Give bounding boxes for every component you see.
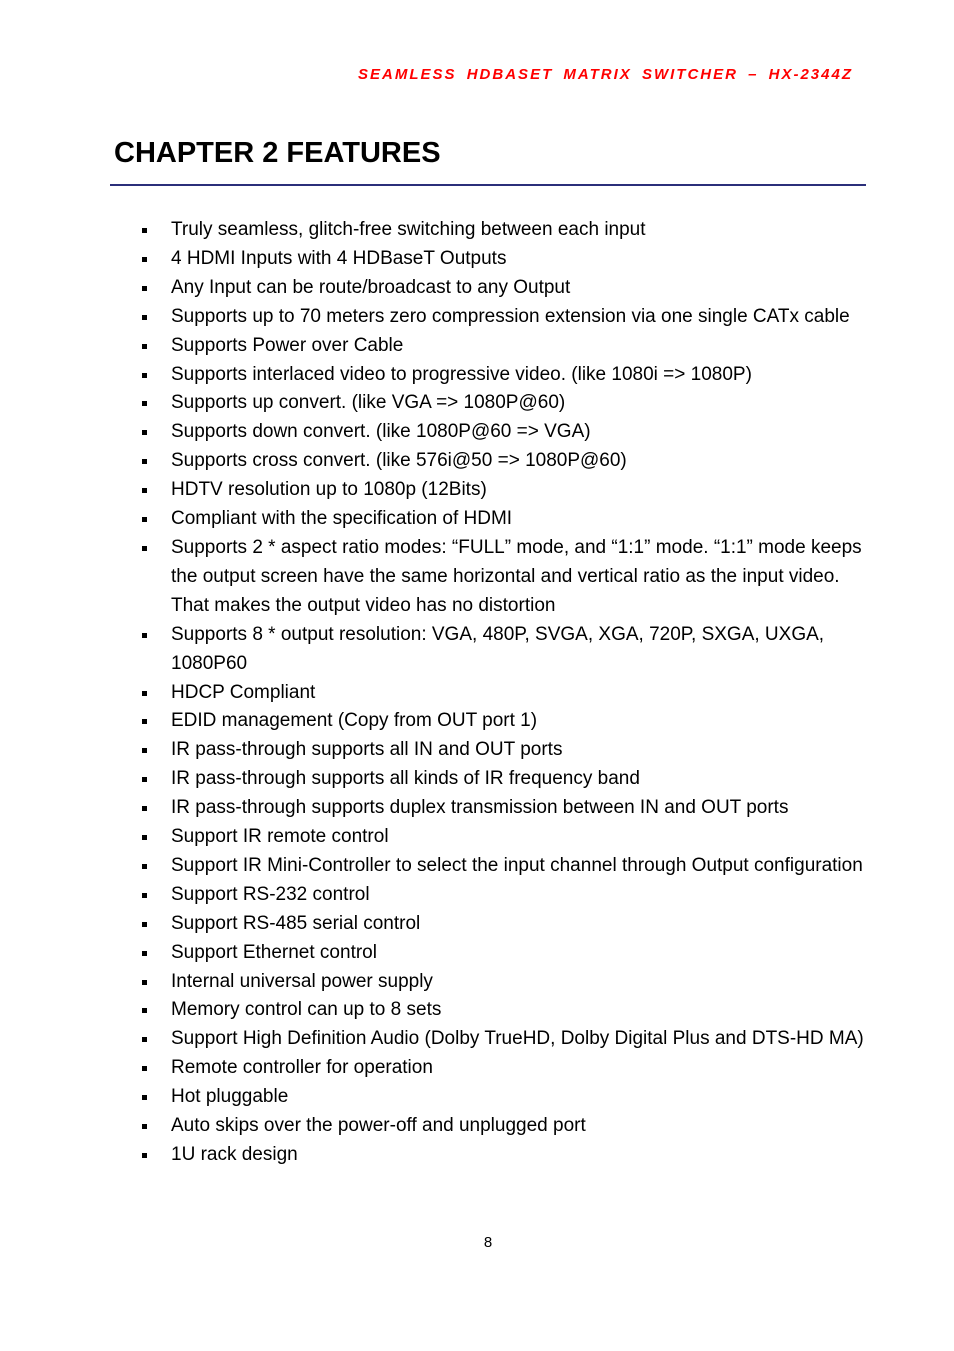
feature-item: [141, 621, 871, 679]
feature-list: [141, 216, 871, 1170]
feature-text: 1U rack design: [171, 1144, 298, 1165]
feature-text: Any Input can be route/broadcast to any Output: [171, 276, 571, 298]
bullet-icon: [142, 373, 147, 378]
bullet-icon: [142, 951, 147, 956]
feature-item: [141, 389, 871, 418]
bullet-icon: [142, 748, 147, 753]
feature-item: [141, 245, 871, 274]
feature-item: [141, 1083, 871, 1112]
bullet-icon: [142, 488, 147, 493]
bullet-icon: [142, 1095, 147, 1100]
bullet-icon: [142, 893, 147, 898]
feature-text: Support IR remote control: [171, 826, 389, 848]
feature-item: [141, 881, 871, 910]
feature-item: [141, 418, 871, 447]
feature-item: [141, 1141, 871, 1170]
feature-text: HDTV resolution up to 1080p (12Bits): [171, 479, 487, 501]
feature-item: [141, 1054, 871, 1083]
feature-text: 4 HDMI Inputs with 4 HDBaseT Outputs: [171, 247, 507, 269]
feature-text: HDCP Compliant: [171, 681, 316, 703]
title-divider: [110, 184, 866, 186]
feature-item: [141, 765, 871, 794]
feature-item: [141, 274, 871, 303]
feature-text: Support Ethernet control: [171, 941, 377, 963]
feature-text: Supports cross convert. (like 576i@50 => 1080P@60): [171, 450, 627, 472]
bullet-icon: [142, 1153, 147, 1158]
bullet-icon: [142, 228, 147, 233]
feature-item: [141, 361, 871, 390]
feature-text: IR pass-through supports all IN and OUT ports: [171, 739, 563, 761]
feature-item: [141, 852, 871, 881]
bullet-icon: [142, 1037, 147, 1042]
feature-item: [141, 910, 871, 939]
feature-text: Supports up to 70 meters zero compression extension via one single CATx cable: [171, 305, 850, 327]
bullet-icon: [142, 517, 147, 522]
chapter-title: CHAPTER 2 FEATURES: [114, 137, 441, 169]
feature-item: [141, 939, 871, 968]
bullet-icon: [142, 459, 147, 464]
feature-item: [141, 1025, 871, 1054]
bullet-icon: [142, 922, 147, 927]
bullet-icon: [142, 344, 147, 349]
feature-text: Supports 2 * aspect ratio modes: “FULL” mode, and “1:1” mode. “1:1” mode keeps the output screen have the same horizontal and vertical ratio as the input video. That makes the output video has no distortion: [171, 536, 862, 616]
bullet-icon: [142, 286, 147, 291]
feature-text: Supports Power over Cable: [171, 334, 404, 356]
feature-item: [141, 216, 871, 245]
feature-item: [141, 505, 871, 534]
feature-item: [141, 447, 871, 476]
feature-item: [141, 707, 871, 736]
feature-text: IR pass-through supports all kinds of IR frequency band: [171, 768, 640, 790]
feature-text: EDID management (Copy from OUT port 1): [171, 710, 538, 732]
feature-text: Support RS-485 serial control: [171, 912, 421, 934]
bullet-icon: [142, 546, 147, 551]
feature-item: [141, 823, 871, 852]
feature-text: Supports down convert. (like 1080P@60 => VGA): [171, 421, 591, 443]
feature-text: Truly seamless, glitch-free switching between each input: [171, 219, 646, 240]
feature-item: [141, 968, 871, 997]
feature-item: [141, 996, 871, 1025]
feature-item: [141, 476, 871, 505]
feature-text: Support High Definition Audio (Dolby TrueHD, Dolby Digital Plus and DTS-HD MA): [171, 1028, 864, 1050]
feature-item: [141, 303, 871, 332]
feature-text: Auto skips over the power-off and unplugged port: [171, 1115, 586, 1137]
bullet-icon: [142, 864, 147, 869]
feature-text: IR pass-through supports duplex transmission between IN and OUT ports: [171, 797, 789, 819]
feature-text: Supports interlaced video to progressive video. (like 1080i => 1080P): [171, 363, 752, 385]
bullet-icon: [142, 1008, 147, 1013]
bullet-icon: [142, 719, 147, 724]
bullet-icon: [142, 777, 147, 782]
feature-item: [141, 1112, 871, 1141]
feature-item: [141, 794, 871, 823]
bullet-icon: [142, 980, 147, 985]
bullet-icon: [142, 257, 147, 262]
feature-item: [141, 332, 871, 361]
feature-text: Compliant with the specification of HDMI: [171, 508, 513, 530]
running-header: SEAMLESS HDBASET MATRIX SWITCHER – HX-2344Z: [358, 66, 853, 83]
bullet-icon: [142, 1124, 147, 1129]
feature-text: Supports up convert. (like VGA => 1080P@60): [171, 392, 566, 414]
bullet-icon: [142, 315, 147, 320]
bullet-icon: [142, 835, 147, 840]
feature-text: Hot pluggable: [171, 1086, 289, 1108]
feature-text: Remote controller for operation: [171, 1057, 433, 1079]
feature-item: [141, 736, 871, 765]
bullet-icon: [142, 806, 147, 811]
feature-text: Support IR Mini-Controller to select the input channel through Output configuration: [171, 854, 863, 876]
feature-text: Supports 8 * output resolution: VGA, 480P, SVGA, XGA, 720P, SXGA, UXGA, 1080P60: [171, 623, 825, 674]
feature-item: [141, 534, 871, 621]
feature-text: Support RS-232 control: [171, 883, 370, 905]
bullet-icon: [142, 1066, 147, 1071]
page-number: 8: [483, 1234, 493, 1251]
bullet-icon: [142, 691, 147, 696]
bullet-icon: [142, 430, 147, 435]
bullet-icon: [142, 633, 147, 638]
bullet-icon: [142, 401, 147, 406]
feature-text: Memory control can up to 8 sets: [171, 999, 442, 1021]
feature-text: Internal universal power supply: [171, 970, 433, 992]
feature-item: [141, 679, 871, 708]
